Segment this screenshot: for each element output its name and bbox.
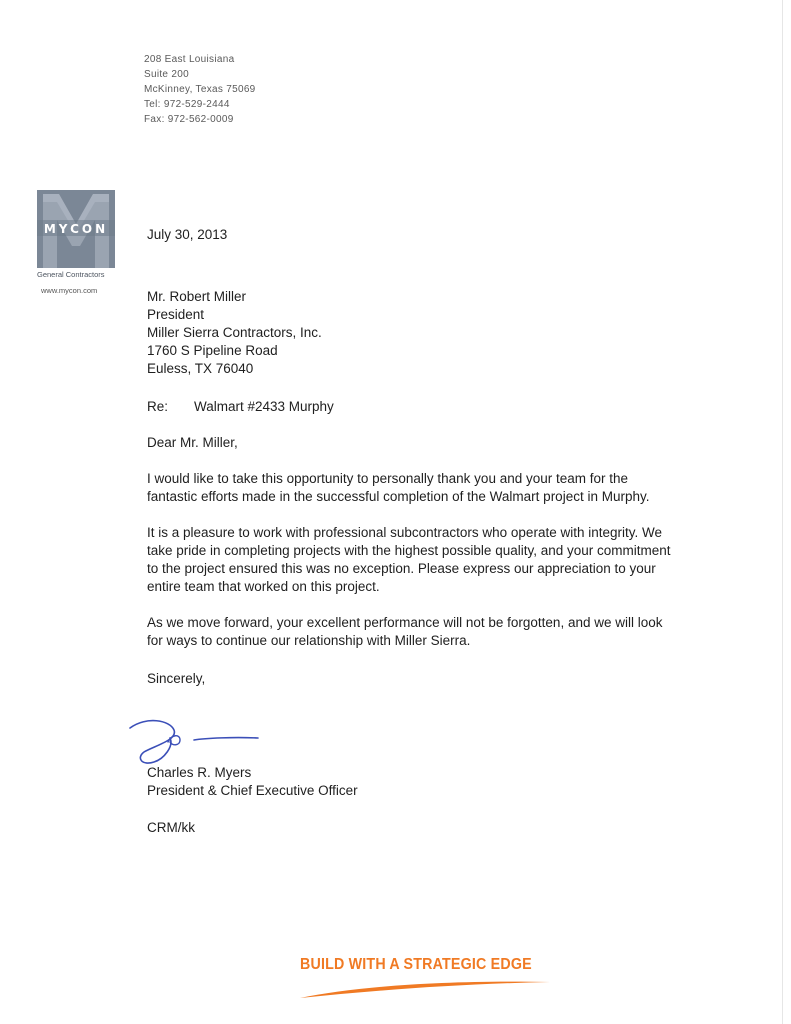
- recipient-title: President: [147, 307, 205, 322]
- letter-date: July 30, 2013: [147, 227, 228, 242]
- recipient-address: [147, 288, 677, 378]
- recipient-company: Miller Sierra Contractors, Inc.: [147, 325, 322, 340]
- footer-slogan: BUILD WITH A STRATEGIC EDGE: [300, 956, 532, 973]
- signer-block: [147, 764, 358, 837]
- recipient-name: Mr. Robert Miller: [147, 289, 247, 304]
- footer-swoosh-icon: [298, 976, 554, 1000]
- recipient-street: 1760 S Pipeline Road: [147, 343, 278, 358]
- logo-tagline: General Contractors: [37, 270, 105, 279]
- salutation: Dear Mr. Miller,: [147, 435, 238, 450]
- address-line-city: McKinney, Texas 75069: [144, 84, 256, 95]
- subject-text: Walmart #2433 Murphy: [194, 399, 334, 414]
- company-logo: [37, 190, 115, 268]
- logo-wordmark: MYCON: [43, 222, 109, 236]
- address-line-fax: Fax: 972-562-0009: [144, 114, 234, 125]
- subject-line: [147, 398, 677, 416]
- reference-initials: CRM/kk: [147, 820, 195, 835]
- letter-body: [147, 226, 677, 688]
- signer-name: Charles R. Myers: [147, 765, 252, 780]
- signer-title: President & Chief Executive Officer: [147, 783, 358, 798]
- recipient-city: Euless, TX 76040: [147, 361, 254, 376]
- address-line-suite: Suite 200: [144, 69, 189, 80]
- page-edge: [782, 0, 783, 1024]
- paragraph-appreciation: It is a pleasure to work with professional subcontractors who operate with integrity. We take pride in completing projects with the highest possible quality, and your commitment to the project ensured this was no exception. Please express our appreciation to your entire team that worked on this project.: [147, 525, 671, 594]
- address-line-street: 208 East Louisiana: [144, 54, 235, 65]
- logo-website[interactable]: www.mycon.com: [41, 286, 98, 295]
- subject-label: Re:: [147, 399, 169, 414]
- address-line-phone: Tel: 972-529-2444: [144, 99, 230, 110]
- paragraph-forward: As we move forward, your excellent performance will not be forgotten, and we will look for ways to continue our relationship with Miller Sierra.: [147, 615, 663, 648]
- company-address: [144, 52, 256, 127]
- closing: Sincerely,: [147, 671, 206, 686]
- paragraph-thanks: I would like to take this opportunity to personally thank you and your team for the fantastic efforts made in the successful completion of the Walmart project in Murphy.: [147, 471, 650, 504]
